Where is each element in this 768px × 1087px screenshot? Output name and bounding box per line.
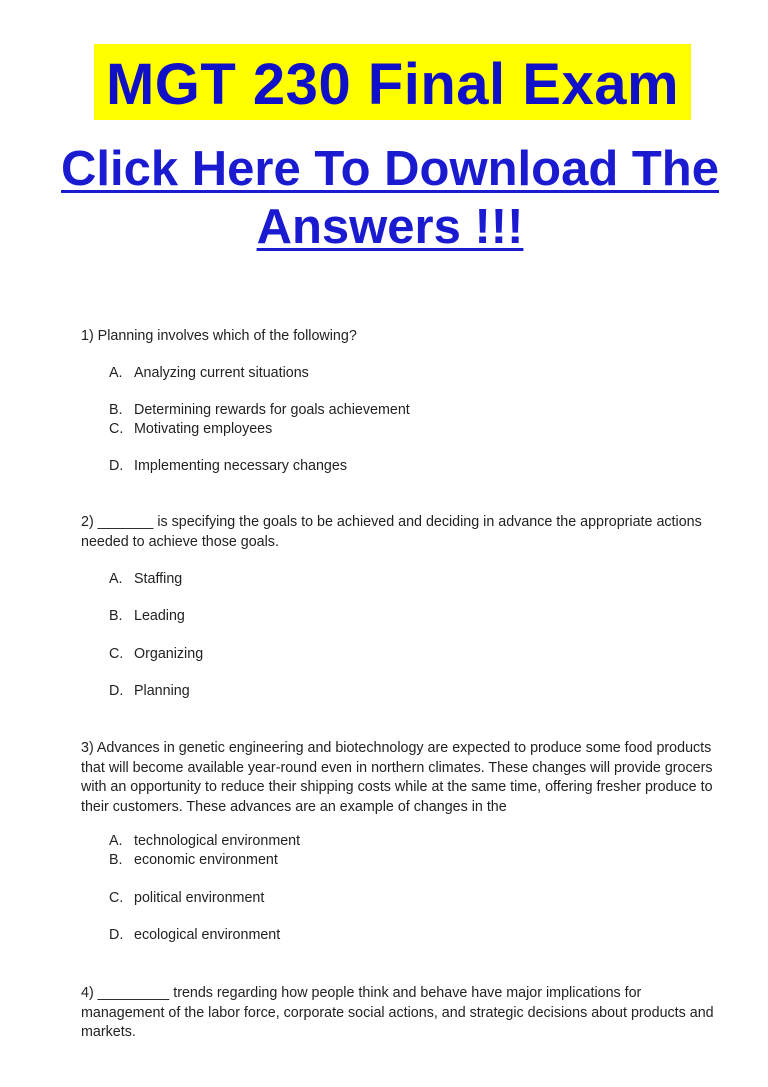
option-text: ecological environment [134, 927, 281, 943]
option-letter: A. [109, 365, 123, 381]
option-text: Staffing [134, 571, 183, 587]
download-link-line2[interactable]: Answers !!! [256, 200, 524, 254]
question-2-option-c [109, 645, 203, 664]
option-letter: D. [109, 458, 124, 474]
question-4-text: 4) _________ trends regarding how people think and behave have major implications for management of the labor force, corporate social actions, and strategic decisions about products and markets. [81, 985, 714, 1040]
question-3-option-b [109, 851, 278, 870]
option-letter: D. [109, 683, 124, 699]
option-letter: B. [109, 402, 123, 418]
option-text: Determining rewards for goals achievement [134, 402, 410, 418]
question-2-option-a [109, 570, 182, 589]
option-letter: C. [109, 890, 124, 906]
option-text: Organizing [134, 646, 204, 662]
question-1-option-d [109, 457, 347, 476]
option-letter: C. [109, 421, 124, 437]
option-text: Implementing necessary changes [134, 458, 347, 474]
question-3-option-a [109, 832, 300, 851]
question-3-text: 3) Advances in genetic engineering and biotechnology are expected to produce some food products that will become available year-round even in northern climates. These changes will provide grocers with an opportunity to reduce their shipping costs while at the same time, offering fresher produce to their customers. These advances are an example of changes in the [81, 740, 713, 815]
option-letter: D. [109, 927, 124, 943]
question-1-option-c [109, 420, 272, 439]
option-text: economic environment [134, 852, 278, 868]
question-2-option-b [109, 607, 185, 626]
option-text: Analyzing current situations [134, 365, 309, 381]
download-link-line1[interactable]: Click Here To Download The [61, 142, 719, 196]
question-3-option-c [109, 889, 264, 908]
option-letter: A. [109, 833, 123, 849]
question-2-option-d [109, 682, 190, 701]
option-text: political environment [134, 890, 265, 906]
option-letter: C. [109, 646, 124, 662]
option-letter: A. [109, 571, 123, 587]
option-text: Leading [134, 608, 185, 624]
download-answers-link[interactable] [60, 140, 720, 256]
option-text: Planning [134, 683, 190, 699]
option-letter: B. [109, 852, 123, 868]
question-1-text: 1) Planning involves which of the following? [81, 328, 357, 344]
question-3-option-d [109, 926, 280, 945]
option-text: Motivating employees [134, 421, 273, 437]
question-1-option-b [109, 401, 410, 420]
option-letter: B. [109, 608, 123, 624]
page-title: MGT 230 Final Exam [105, 52, 680, 117]
question-1-option-a [109, 364, 309, 383]
question-2-text: 2) _______ is specifying the goals to be achieved and deciding in advance the appropriate actions needed to achieve those goals. [81, 514, 702, 550]
option-text: technological environment [134, 833, 301, 849]
